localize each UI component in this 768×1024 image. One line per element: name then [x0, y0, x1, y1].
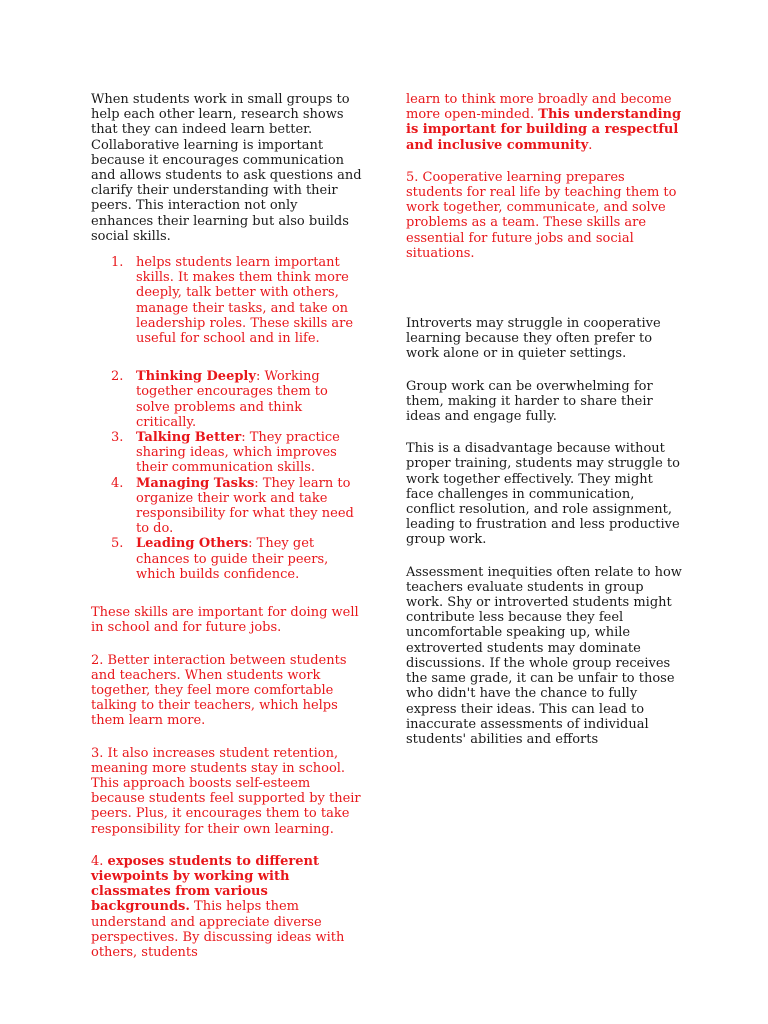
point-4-number: 4.	[91, 853, 108, 869]
continuation-text: learn to think more broadly and become more open-minded.	[406, 92, 672, 123]
list-number: 5.	[111, 536, 124, 552]
list-number: 3.	[111, 430, 124, 446]
point-5-paragraph: 5. Cooperative learning prepares students for real life by teaching them to work together, communicate, and solve problems as a team. These skills are essential for future jobs and social situations.	[406, 169, 677, 261]
list-number: 1.	[111, 255, 124, 271]
benefits-list	[91, 255, 363, 582]
list-item	[91, 430, 363, 476]
point-4-continuation	[406, 92, 682, 153]
list-number: 2.	[111, 369, 124, 385]
skills-note: These skills are important for doing well in school and for future jobs.	[91, 605, 359, 636]
continuation-bold: This understanding is important for building a respectful and inclusive community	[406, 107, 682, 153]
point-2-paragraph: 2. Better interaction between students and teachers. When students work together, they feel more comfortable talking to their teachers, which helps them learn more.	[91, 652, 347, 729]
list-item-heading: Leading Others	[136, 536, 249, 552]
list-item-heading: Thinking Deeply	[136, 369, 256, 385]
list-item	[91, 476, 363, 537]
list-item-text: : They learn to organize their work and take responsibility for what they need to do.	[136, 475, 354, 537]
list-item-heading: Managing Tasks	[136, 475, 255, 491]
right-column	[406, 92, 682, 747]
overwhelming-paragraph: Group work can be overwhelming for them, making it harder to share their ideas and engage fully.	[406, 378, 653, 425]
list-item	[91, 255, 363, 346]
list-item-heading: Talking Better	[136, 430, 242, 446]
intro-paragraph: When students work in small groups to help each other learn, research shows that they can indeed learn better. Collaborative learning is important because it encourages communication and allows students to ask questions and clarify their understanding with their peers. This interaction not only enhances their learning but also builds social skills.	[91, 92, 362, 244]
disadvantage-paragraph: This is a disadvantage because without proper training, students may struggle to work together effectively. They might face challenges in communication, conflict resolution, and role assignment, leading to frustration and less productive group work.	[406, 441, 680, 548]
point-4-paragraph	[91, 854, 363, 960]
continuation-end: .	[588, 137, 593, 153]
point-3-paragraph: 3. It also increases student retention, meaning more students stay in school. This approach boosts self-esteem because students feel supported by their peers. Plus, it encourages them to take responsibility for their own learning.	[91, 745, 361, 837]
list-number: 4.	[111, 475, 124, 491]
list-item-text: helps students learn important skills. It makes them think more deeply, talk better with others, manage their tasks, and take on leadership roles. These skills are useful for school and in life.	[136, 255, 354, 347]
introverts-paragraph: Introverts may struggle in cooperative learning because they often prefer to work alone or in quieter settings.	[406, 316, 661, 362]
left-column	[91, 92, 363, 960]
list-item-text: : They get chances to guide their peers, which builds confidence.	[136, 536, 329, 582]
list-item-text: : Working together encourages them to solve problems and think critically.	[136, 369, 328, 430]
list-item	[91, 536, 363, 582]
assessment-paragraph: Assessment inequities often relate to how teachers evaluate students in group work. Shy or introverted students might contribute less because they feel uncomfortable speaking up, while extroverted students may dominate discussions. If the whole group receives the same grade, it can be unfair to those who didn't have the chance to fully express their ideas. This can lead to inaccurate assessments of individual students' abilities and efforts	[406, 564, 682, 747]
list-item	[91, 369, 363, 430]
point-4-heading: exposes students to different viewpoints by working with classmates from various backgrounds.	[91, 853, 319, 915]
list-item-text: : They practice sharing ideas, which improves their communication skills.	[136, 430, 340, 476]
point-4-text: This helps them understand and appreciate diverse perspectives. By discussing ideas with others, students	[91, 899, 345, 960]
